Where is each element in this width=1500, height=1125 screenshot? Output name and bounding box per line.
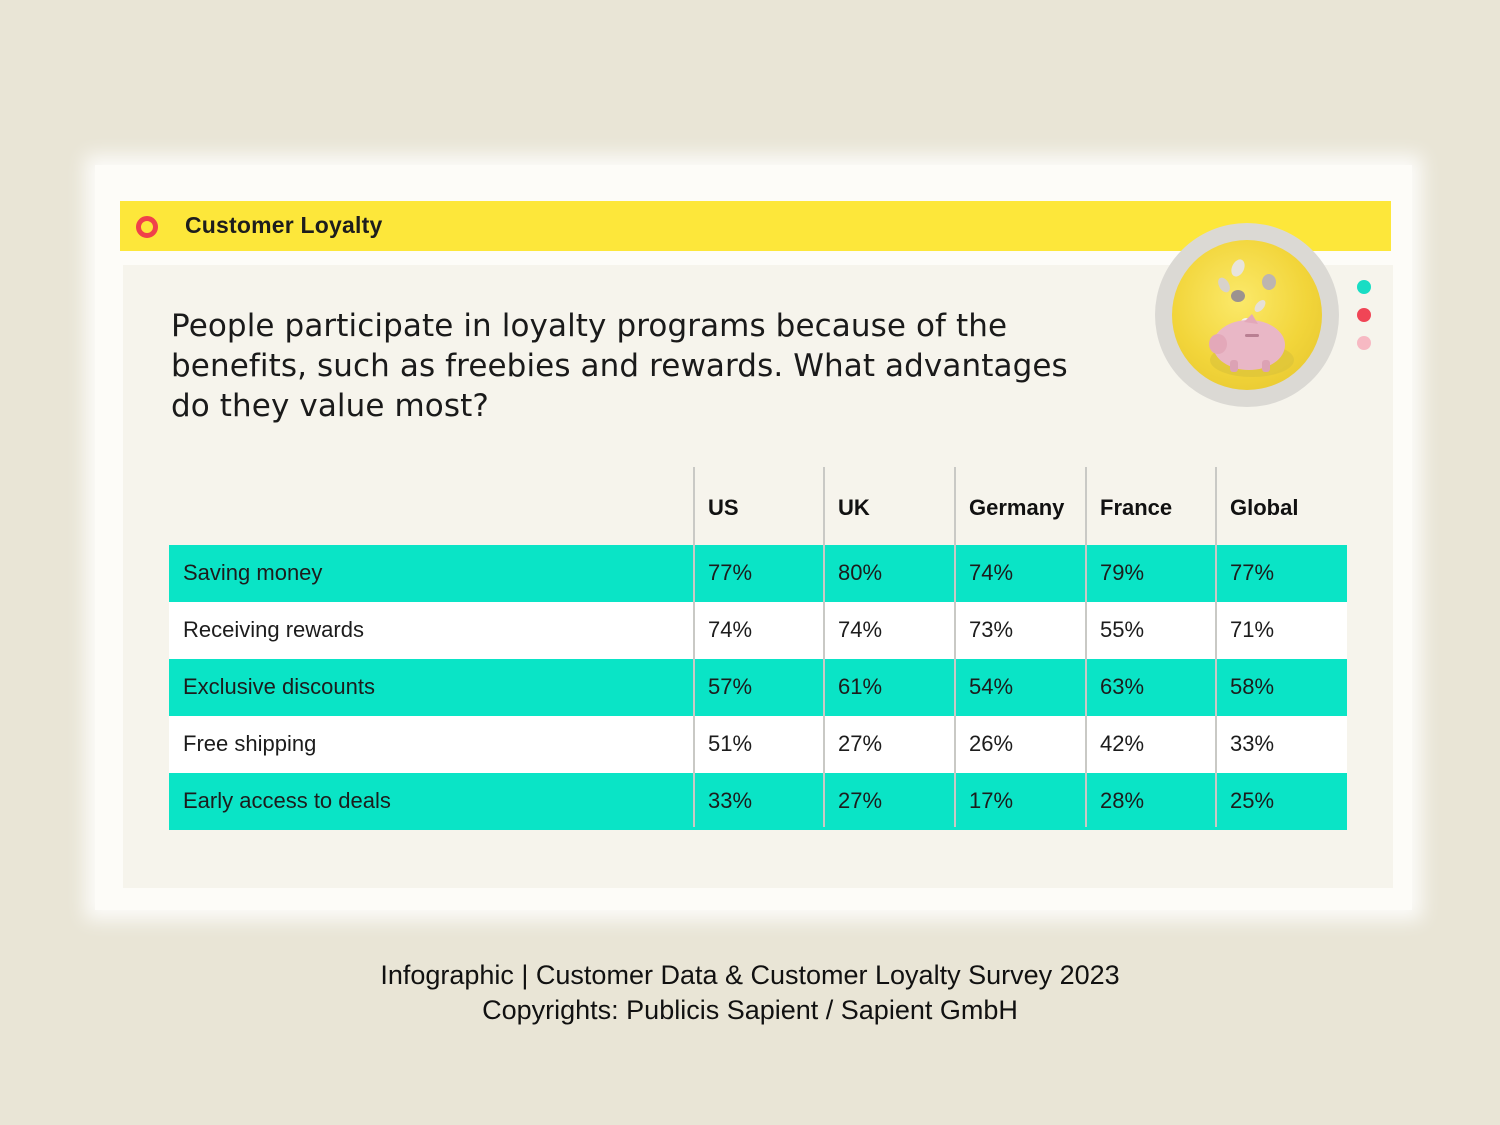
benefits-table <box>169 467 1347 830</box>
table-cell: 71% <box>1230 617 1275 642</box>
table-cell: 28% <box>1100 788 1145 813</box>
column-divider <box>1215 467 1217 827</box>
column-header-uk: UK <box>838 495 870 520</box>
table-cell: 17% <box>969 788 1014 813</box>
table-cell: 54% <box>969 674 1014 699</box>
column-header-global: Global <box>1230 495 1299 520</box>
table-cell: 74% <box>708 617 753 642</box>
table-cell: 27% <box>838 788 883 813</box>
row-label: Free shipping <box>183 731 317 756</box>
column-divider <box>954 467 956 827</box>
table-row <box>169 659 1347 716</box>
table-cell: 74% <box>838 617 883 642</box>
question-text: People participate in loyalty programs because of the benefits, such as freebies and rewards. What advantages do they value most? <box>171 308 1068 424</box>
column-divider <box>693 467 695 827</box>
table-cell: 80% <box>838 560 883 585</box>
table-cell: 33% <box>1230 731 1275 756</box>
column-header-us: US <box>708 495 739 520</box>
table-row <box>169 545 1347 602</box>
table-row <box>169 602 1347 659</box>
table-cell: 26% <box>969 731 1014 756</box>
table-cell: 77% <box>1230 560 1275 585</box>
table-cell: 42% <box>1100 731 1145 756</box>
table-cell: 74% <box>969 560 1014 585</box>
table-cell: 79% <box>1100 560 1145 585</box>
table-cell: 27% <box>838 731 883 756</box>
table-cell: 55% <box>1100 617 1145 642</box>
table-cell: 57% <box>708 674 753 699</box>
piggy-bank-image <box>1155 223 1339 407</box>
piggy-bank-icon <box>1172 240 1322 390</box>
table-header-row <box>169 467 1347 545</box>
table-row <box>169 773 1347 830</box>
caption <box>0 958 1500 1028</box>
table-cell: 61% <box>838 674 883 699</box>
column-header-germany: Germany <box>969 495 1065 520</box>
pink-dot-icon <box>1357 336 1371 350</box>
row-label: Early access to deals <box>183 788 391 813</box>
table-row <box>169 716 1347 773</box>
table-cell: 25% <box>1230 788 1275 813</box>
row-label: Saving money <box>183 560 323 585</box>
column-header-france: France <box>1100 495 1173 520</box>
table-cell: 63% <box>1100 674 1145 699</box>
table-cell: 77% <box>708 560 753 585</box>
table-cell: 51% <box>708 731 753 756</box>
ring-icon <box>136 216 158 238</box>
table-cell: 58% <box>1230 674 1275 699</box>
column-divider <box>823 467 825 827</box>
table-cell: 73% <box>969 617 1014 642</box>
header-title: Customer Loyalty <box>185 212 383 238</box>
row-label: Receiving rewards <box>183 617 364 642</box>
column-divider <box>1085 467 1087 827</box>
red-dot-icon <box>1357 308 1371 322</box>
teal-dot-icon <box>1357 280 1371 294</box>
caption-line-1: Infographic | Customer Data & Customer Loyalty Survey 2023 <box>380 960 1120 990</box>
caption-line-2: Copyrights: Publicis Sapient / Sapient GmbH <box>482 995 1018 1025</box>
table-cell: 33% <box>708 788 753 813</box>
row-label: Exclusive discounts <box>183 674 375 699</box>
